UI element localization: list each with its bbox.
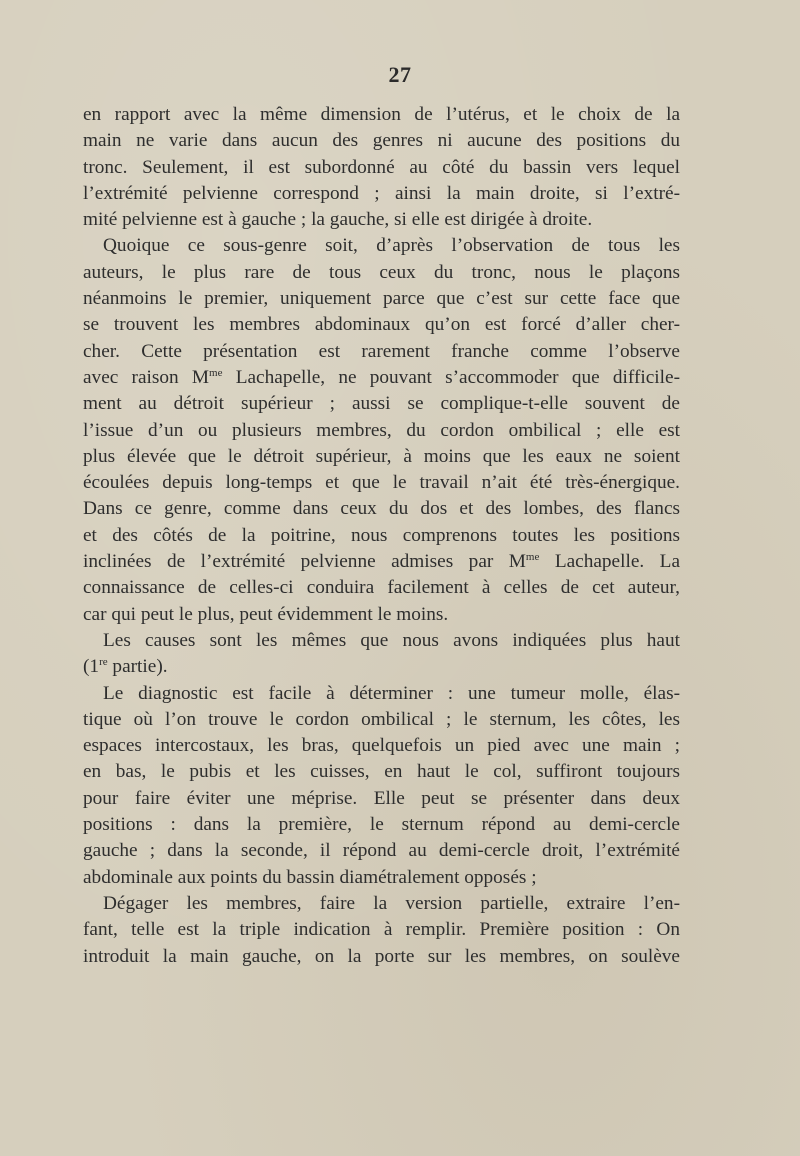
text-line: tique où l’on trouve le cordon ombilical ; le sternum, les côtes, les [83,708,680,730]
text-line: abdominale aux points du bassin diamétralement opposés ; [83,866,537,888]
text-line: néanmoins le premier, uniquement parce que c’est sur cette face que [83,288,680,310]
superscript: re [99,656,108,669]
text-fragment: (1 [83,656,100,678]
text-line: cher. Cette présentation est rarement franche comme l’observe [83,340,680,362]
text-line: car qui peut le plus, peut évidemment le moins. [83,603,449,625]
text-line: positions : dans la première, le sternum répond au demi-cercle [83,814,680,836]
text-line: introduit la main gauche, on la porte sur les membres, on soulève [83,945,680,967]
text-fragment: inclinées de l’extrémité pelvienne admises par M [83,551,526,573]
text-line: pour faire éviter une méprise. Elle peut se présenter dans deux [83,787,680,809]
body-text [83,102,680,970]
text-line: fant, telle est la triple indication à remplir. Première position : On [83,919,680,941]
text-fragment: Lachapelle. La [539,551,680,573]
text-line: et des côtés de la poitrine, nous comprenons toutes les positions [83,524,680,546]
text-fragment: avec raison M [83,366,210,388]
text-line: auteurs, le plus rare de tous ceux du tronc, nous le plaçons [83,261,680,283]
text-line: l’issue d’un ou plusieurs membres, du cordon ombilical ; elle est [83,419,680,441]
superscript: me [209,366,223,379]
text-line: espaces intercostaux, les bras, quelquefois un pied avec une main ; [83,735,680,757]
text-line: main ne varie dans aucun des genres ni aucune des positions du [83,130,680,152]
page-number: 27 [388,62,412,87]
text-line: connaissance de celles-ci conduira facilement à celles de cet auteur, [83,577,680,599]
text-line: en rapport avec la même dimension de l’utérus, et le choix de la [83,104,680,125]
text-line: écoulées depuis long-temps et que le travail n’ait été très-énergique. [83,472,680,494]
text-line: mité pelvienne est à gauche ; la gauche, si elle est dirigée à droite. [83,209,593,231]
text-line [83,549,680,575]
text-line: gauche ; dans la seconde, il répond au demi-cercle droit, l’extrémité [83,840,680,862]
paragraph-first-line: Quoique ce sous-genre soit, d’après l’observation de tous les [103,235,680,257]
paragraph-first-line: Les causes sont les mêmes que nous avons indiquées plus haut [103,629,680,651]
text-line: ment au détroit supérieur ; aussi se complique-t-elle souvent de [83,393,680,415]
text-line: l’extrémité pelvienne correspond ; ainsi la main droite, si l’extré- [83,182,680,204]
text-line: tronc. Seulement, il est subordonné au côté du bassin vers lequel [83,156,680,178]
text-line [83,654,680,680]
text-line: Dans ce genre, comme dans ceux du dos et des lombes, des flancs [83,498,680,520]
text-line: en bas, le pubis et les cuisses, en haut le col, suffiront toujours [83,761,680,783]
text-line: plus élevée que le détroit supérieur, à moins que les eaux ne soient [83,445,680,467]
superscript: me [525,551,540,564]
paragraph-first-line: Dégager les membres, faire la version partielle, extraire l’en- [103,892,680,914]
paragraph-first-line: Le diagnostic est facile à déterminer : une tumeur molle, élas- [103,682,680,704]
text-fragment: Lachapelle, ne pouvant s’accommoder que difficile- [222,366,680,388]
text-line [83,365,680,391]
text-line: se trouvent les membres abdominaux qu’on est forcé d’aller cher- [83,314,680,336]
text-fragment: partie). [107,656,168,678]
